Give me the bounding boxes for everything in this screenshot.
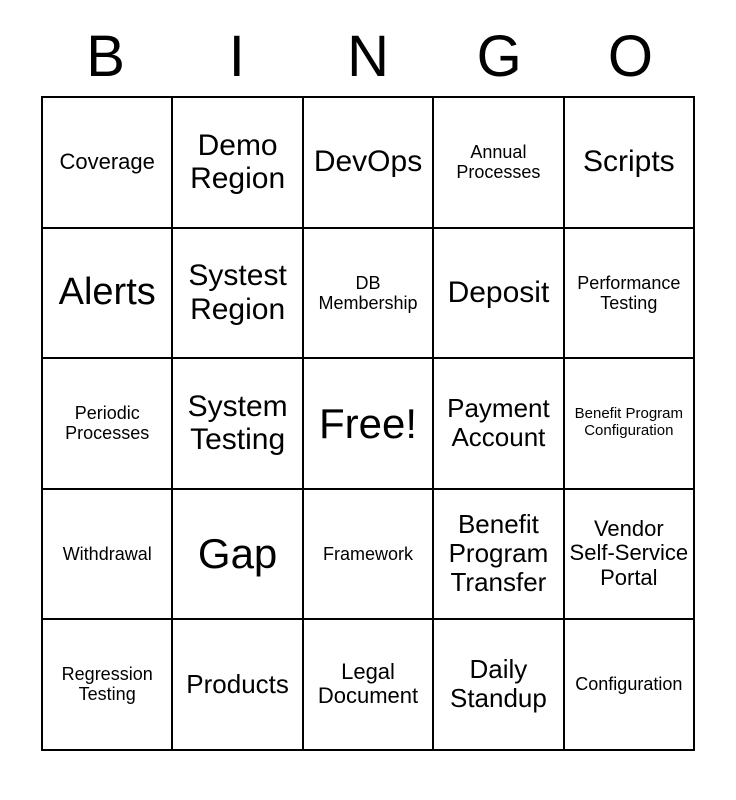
bingo-cell-label: Demo Region <box>190 128 286 196</box>
bingo-cell[interactable] <box>434 98 564 229</box>
bingo-cell-label: System Testing <box>187 389 288 457</box>
bingo-cell-label: Periodic Processes <box>65 403 150 444</box>
bingo-cell[interactable] <box>173 98 303 229</box>
bingo-cell-free[interactable] <box>304 359 434 490</box>
header-letter-o: O <box>607 24 653 89</box>
bingo-cell[interactable] <box>565 490 695 621</box>
bingo-cell[interactable] <box>43 359 173 490</box>
bingo-row <box>43 359 695 490</box>
bingo-cell-label: Daily Standup <box>449 654 547 714</box>
bingo-cell-label: Coverage <box>59 148 155 174</box>
bingo-cell[interactable] <box>304 490 434 621</box>
bingo-cell[interactable] <box>304 620 434 751</box>
bingo-cell[interactable] <box>434 229 564 360</box>
bingo-header <box>40 0 696 96</box>
header-letter-n: N <box>347 24 389 89</box>
bingo-cell[interactable] <box>43 98 173 229</box>
bingo-cell-label: DevOps <box>313 145 423 179</box>
bingo-cell-label: Benefit Program Transfer <box>448 509 549 598</box>
bingo-cell[interactable] <box>565 359 695 490</box>
bingo-row <box>43 490 695 621</box>
bingo-grid <box>41 96 695 751</box>
bingo-cell-label: Scripts <box>582 145 675 179</box>
header-letter-b: B <box>86 24 125 89</box>
bingo-cell-label: Withdrawal <box>62 543 152 564</box>
bingo-row <box>43 229 695 360</box>
bingo-cell-label: DB Membership <box>318 272 418 313</box>
bingo-cell-label: Free! <box>319 399 418 447</box>
bingo-cell-label: Payment Account <box>447 393 550 453</box>
bingo-cell[interactable] <box>565 620 695 751</box>
bingo-cell-label: Performance Testing <box>577 272 681 313</box>
bingo-cell[interactable] <box>43 620 173 751</box>
bingo-cell-label: Configuration <box>575 674 683 695</box>
bingo-cell[interactable] <box>565 229 695 360</box>
bingo-cell-label: Vendor Self-Service Portal <box>569 515 689 591</box>
bingo-cell[interactable] <box>304 98 434 229</box>
bingo-cell[interactable] <box>304 229 434 360</box>
header-letter-i: I <box>228 24 245 89</box>
bingo-cell[interactable] <box>434 359 564 490</box>
bingo-cell[interactable] <box>173 229 303 360</box>
bingo-cell-label: Alerts <box>58 271 156 314</box>
bingo-cell-label: Regression Testing <box>61 664 153 705</box>
bingo-cell-label: Deposit <box>447 275 550 309</box>
bingo-cell[interactable] <box>173 359 303 490</box>
bingo-cell-label: Systest Region <box>188 259 287 326</box>
bingo-cell[interactable] <box>173 620 303 751</box>
bingo-row <box>43 620 695 751</box>
bingo-cell-label: Benefit Program Configuration <box>574 405 684 440</box>
bingo-cell-label: Annual Processes <box>456 142 541 183</box>
bingo-cell-label: Products <box>186 668 289 699</box>
bingo-cell[interactable] <box>43 229 173 360</box>
bingo-cell[interactable] <box>173 490 303 621</box>
bingo-cell[interactable] <box>434 620 564 751</box>
bingo-cell-label: Legal Document <box>317 658 419 709</box>
bingo-cell[interactable] <box>43 490 173 621</box>
header-letter-g: G <box>476 24 522 89</box>
bingo-cell-label: Gap <box>197 530 278 578</box>
bingo-cell[interactable] <box>565 98 695 229</box>
bingo-cell-label: Framework <box>323 543 414 564</box>
bingo-row <box>43 98 695 229</box>
bingo-cell[interactable] <box>434 490 564 621</box>
